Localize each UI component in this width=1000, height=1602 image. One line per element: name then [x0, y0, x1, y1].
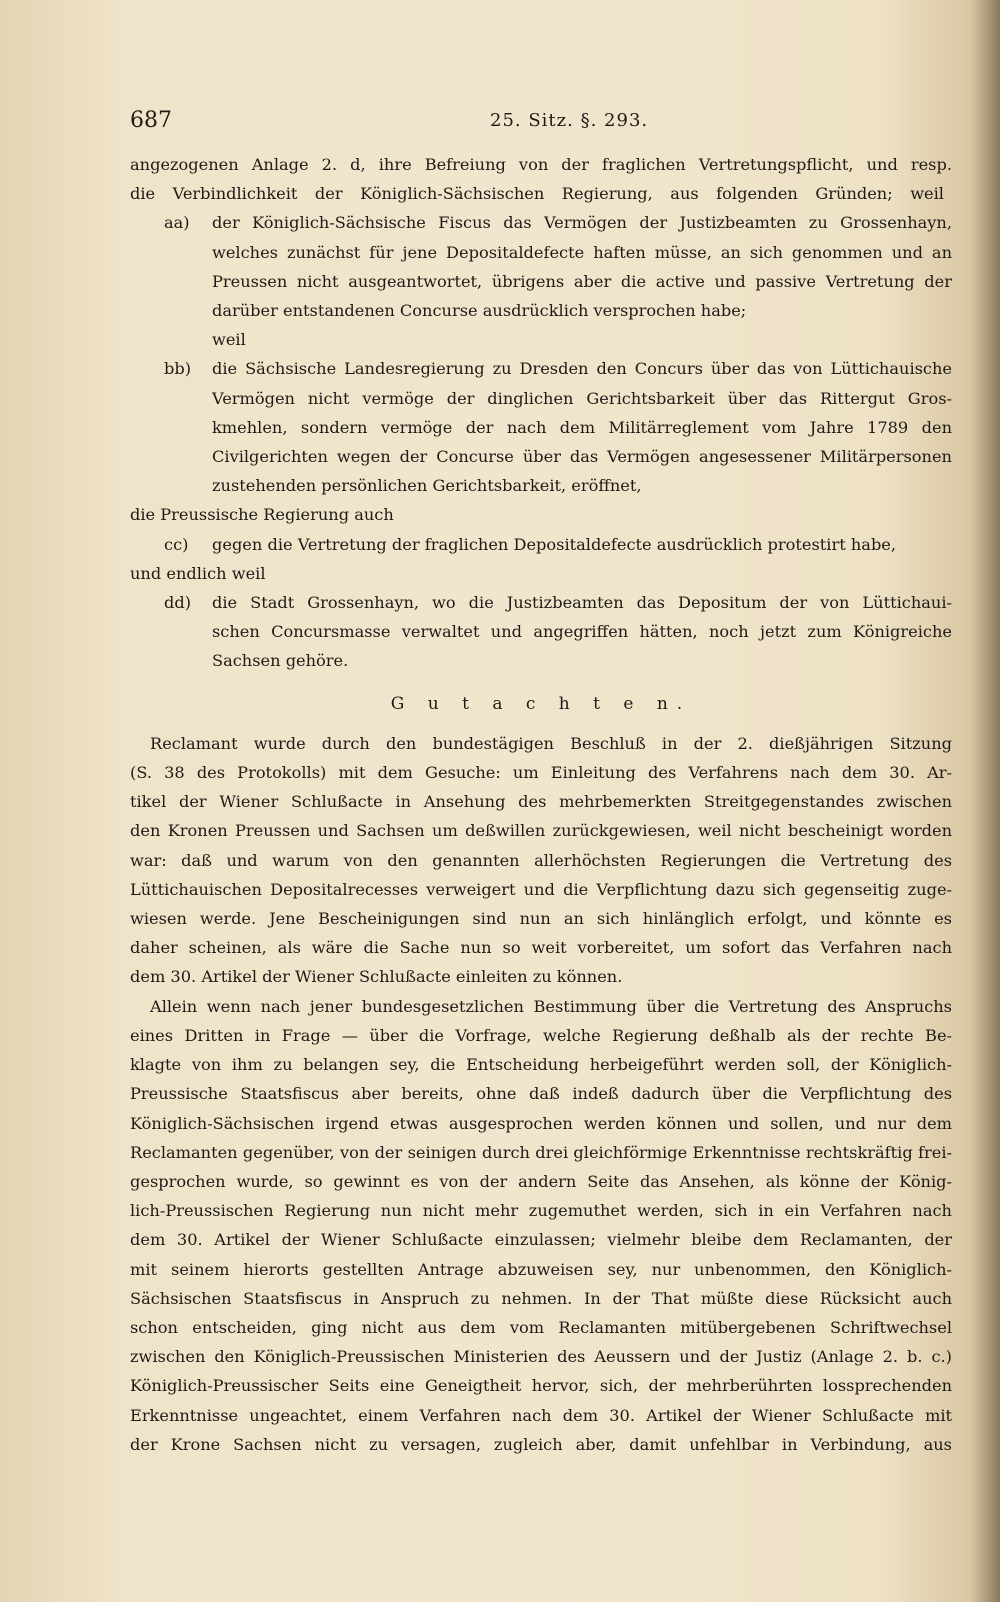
- text-line: welches zunächst für jene Depositaldefecte haften müsse, an sich genommen und an: [212, 242, 952, 262]
- text-line: daher scheinen, als wäre die Sache nun so weit vorbereitet, um sofort das Verfahren nach: [130, 938, 952, 958]
- text-line: Lüttichauischen Depositalrecesses verweigert und die Verpflichtung dazu sich gegenseitig zuge-: [130, 879, 952, 899]
- text-line: dem 30. Artikel der Wiener Schlußacte einzulassen; vielmehr bleibe dem Reclamanten, der: [130, 1230, 952, 1250]
- text-line: wiesen werde. Jene Bescheinigungen sind nun an sich hinlänglich erfolgt, und könnte es: [130, 909, 952, 929]
- text-line: Vermögen nicht vermöge der dinglichen Gerichtsbarkeit über das Rittergut Gros-: [212, 388, 952, 408]
- section-heading: G u t a c h t e n.: [390, 693, 692, 714]
- text-line: angezogenen Anlage 2. d, ihre Befreiung von der fraglichen Vertretungspflicht, und resp.: [130, 155, 952, 174]
- text-line: Reclamant wurde durch den bundestägigen Beschluß in der 2. dießjährigen Sitzung: [150, 733, 952, 753]
- text-line: lich-Preussischen Regierung nun nicht mehr zugemuthet werden, sich in ein Verfahren nach: [130, 1201, 952, 1221]
- item-label: bb): [164, 359, 192, 379]
- list-item-cc: [130, 530, 952, 559]
- list-item-dd: [130, 588, 952, 676]
- text-line: Erkenntnisse ungeachtet, einem Verfahren nach dem 30. Artikel der Wiener Schlußacte mit: [130, 1405, 952, 1425]
- text-line: die Sächsische Landesregierung zu Dresden den Concurs über das von Lüttichauische: [212, 359, 952, 379]
- text-line: klagte von ihm zu belangen sey, die Entscheidung herbeigeführt werden soll, der Königlich-: [130, 1055, 952, 1075]
- text-line: tikel der Wiener Schlußacte in Ansehung des mehrbemerkten Streitgegenstandes zwischen: [130, 792, 952, 812]
- text-line: mit seinem hierorts gestellten Antrage abzuweisen sey, nur unbenommen, den Königlich-: [130, 1259, 952, 1279]
- text-line: den Kronen Preussen und Sachsen um deßwillen zurückgewiesen, weil nicht bescheinigt worden: [130, 821, 952, 841]
- text-line: die Stadt Grossenhayn, wo die Justizbeamten das Depositum der von Lüttichaui-: [212, 593, 952, 613]
- text-line: der Krone Sachsen nicht zu versagen, zugleich aber, damit unfehlbar in Verbindung, aus: [130, 1434, 952, 1454]
- page-number: 687: [130, 108, 172, 133]
- text-line: eines Dritten in Frage — über die Vorfrage, welche Regierung deßhalb als der rechte Be-: [130, 1025, 952, 1045]
- list-item-bb: [130, 354, 952, 500]
- text-line: gegen die Vertretung der fraglichen Depositaldefecte ausdrücklich protestirt habe,: [212, 534, 897, 554]
- text-line: darüber entstandenen Concurse ausdrücklich versprochen habe;: [212, 301, 747, 321]
- text-line: war: daß und warum von den genannten allerhöchsten Regierungen die Vertretung des: [130, 850, 952, 870]
- running-head: 25. Sitz. §. 293.: [490, 110, 649, 131]
- text-line: schen Concursmasse verwaltet und angegriffen hätten, noch jetzt zum Königreiche: [212, 622, 952, 642]
- document-body: [130, 150, 952, 1459]
- text-line: Preussen nicht ausgeantwortet, übrigens aber die active und passive Vertretung der: [212, 271, 952, 291]
- paragraph-2: [130, 992, 952, 1459]
- text-line: weil: [212, 330, 246, 350]
- text-line: Königlich-Preussischer Seits eine Geneigtheit hervor, sich, der mehrberührten lossprechenden: [130, 1376, 952, 1396]
- text-line: (S. 38 des Protokolls) mit dem Gesuche: um Einleitung des Verfahrens nach dem 30. Ar-: [130, 763, 952, 783]
- text-line: Sächsischen Staatsfiscus in Anspruch zu nehmen. In der That müßte diese Rücksicht auch: [130, 1288, 952, 1308]
- page-header: [130, 108, 950, 138]
- item-label: cc): [164, 534, 189, 554]
- paragraph-1: [130, 729, 952, 992]
- text-line: Allein wenn nach jener bundesgesetzlichen Bestimmung über die Vertretung des Anspruchs: [150, 996, 952, 1016]
- text-line: schon entscheiden, ging nicht aus dem vom Reclamanten mitübergebenen Schriftwechsel: [130, 1317, 952, 1337]
- text-line: dem 30. Artikel der Wiener Schlußacte einleiten zu können.: [130, 967, 623, 987]
- text-line: kmehlen, sondern vermöge der nach dem Militärreglement vom Jahre 1789 den: [212, 417, 952, 437]
- text-line: zustehenden persönlichen Gerichtsbarkeit, eröffnet,: [212, 476, 642, 496]
- text-line: die Verbindlichkeit der Königlich-Sächsischen Regierung, aus folgenden Gründen; weil: [130, 184, 944, 204]
- text-line: gesprochen wurde, so gewinnt es von der andern Seite das Ansehen, als könne der König-: [130, 1171, 952, 1191]
- text-line: Civilgerichten wegen der Concurse über das Vermögen angesessener Militärpersonen: [212, 447, 952, 467]
- text-line: Sachsen gehöre.: [212, 651, 349, 671]
- item-label: dd): [164, 593, 192, 613]
- text-line: und endlich weil: [130, 563, 266, 583]
- text-line: Reclamanten gegenüber, von der seinigen durch drei gleichförmige Erkenntnisse rechtskräftig frei-: [130, 1142, 952, 1162]
- text-line: zwischen den Königlich-Preussischen Ministerien des Aeussern und der Justiz (Anlage 2. b. c.): [130, 1347, 952, 1367]
- text-line: Königlich-Sächsischen irgend etwas ausgesprochen werden können und sollen, und nur dem: [130, 1113, 952, 1133]
- text-line: der Königlich-Sächsische Fiscus das Vermögen der Justizbeamten zu Grossenhayn,: [212, 213, 952, 233]
- text-line: Preussische Staatsfiscus aber bereits, ohne daß indeß dadurch über die Verpflichtung des: [130, 1084, 952, 1104]
- intro-text: [130, 150, 952, 208]
- text-line: die Preussische Regierung auch: [130, 505, 394, 525]
- list-item-aa: [130, 208, 952, 325]
- item-label: aa): [164, 213, 190, 233]
